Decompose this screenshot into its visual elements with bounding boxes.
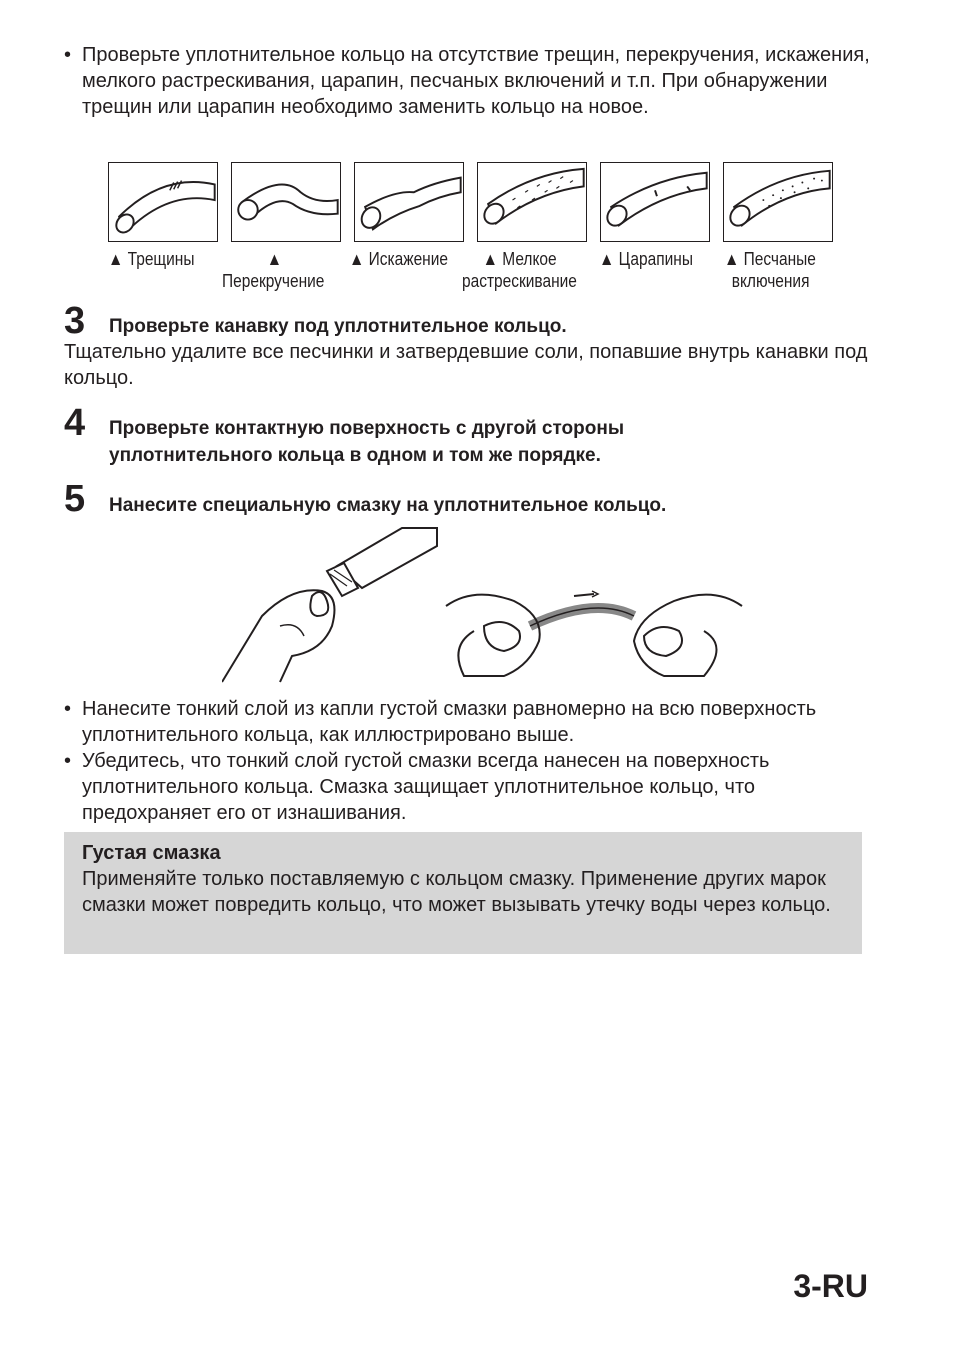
- ring-greasing-illustration: [444, 586, 744, 686]
- bullet-dot: •: [64, 698, 72, 720]
- intro-bullet: [64, 42, 874, 120]
- figure-sand: [723, 162, 833, 242]
- step-title-5: Нанесите специальную смазку на уплотнительное кольцо.: [109, 495, 667, 516]
- grease-note-box: [64, 832, 862, 954]
- caption-sand: ▲ Песчаные включения: [724, 249, 816, 291]
- grease-bullet-1: [64, 696, 874, 748]
- step-title-4: Проверьте контактную поверхность с другой стороны уплотнительного кольца в одном и том же порядке.: [109, 418, 625, 466]
- page-number: 3-RU: [793, 1268, 868, 1304]
- step-title-3: Проверьте канавку под уплотнительное кольцо.: [109, 316, 567, 337]
- caption-distortion: ▲ Искажение: [349, 249, 448, 269]
- caption-scratches: ▲ Царапины: [599, 249, 693, 269]
- bullet-dot: •: [64, 750, 72, 772]
- step-body-3: Тщательно удалите все песчинки и затвердевшие соли, попавшие внутрь канавки под кольцо.: [64, 341, 868, 389]
- figure-cracks: [108, 162, 218, 242]
- caption-cracks: ▲ Трещины: [108, 249, 195, 269]
- caption-fine-cracks: ▲ Мелкое растрескивание: [462, 249, 577, 291]
- note-title: Густая смазка: [82, 842, 221, 864]
- step-number-5: 5: [64, 478, 86, 520]
- defect-figures: [108, 162, 838, 244]
- bullet-dot: •: [64, 44, 72, 66]
- figure-distortion: [354, 162, 464, 242]
- grease-bullet-1-text: Нанесите тонкий слой из капли густой смазки равномерно на всю поверхность уплотнительного кольца, как иллюстрировано выше.: [82, 698, 817, 746]
- intro-bullet-text: Проверьте уплотнительное кольцо на отсутствие трещин, перекручения, искажения, мелкого растрескивания, царапин, песчаных включений и т.п. При обнаружении трещин или царапин необходимо заменить кольцо на новое.: [82, 44, 870, 118]
- note-body: Применяйте только поставляемую с кольцом смазку. Применение других марок смазки может повредить кольцо, что может вызывать утечку воды через кольцо.: [82, 868, 831, 916]
- figure-scratches: [600, 162, 710, 242]
- grease-bullet-2-text: Убедитесь, что тонкий слой густой смазки всегда нанесен на поверхность уплотнительного кольца. Смазка защищает уплотнительное кольцо, что предохраняет его от изнашивания.: [82, 750, 770, 824]
- caption-twist: ▲ Перекручение: [222, 249, 325, 291]
- figure-fine-cracks: [477, 162, 587, 242]
- figure-twist: [231, 162, 341, 242]
- grease-tube-illustration: [222, 526, 442, 686]
- step-number-3: 3: [64, 300, 86, 342]
- step-number-4: 4: [64, 402, 86, 444]
- grease-bullet-2: [64, 748, 874, 826]
